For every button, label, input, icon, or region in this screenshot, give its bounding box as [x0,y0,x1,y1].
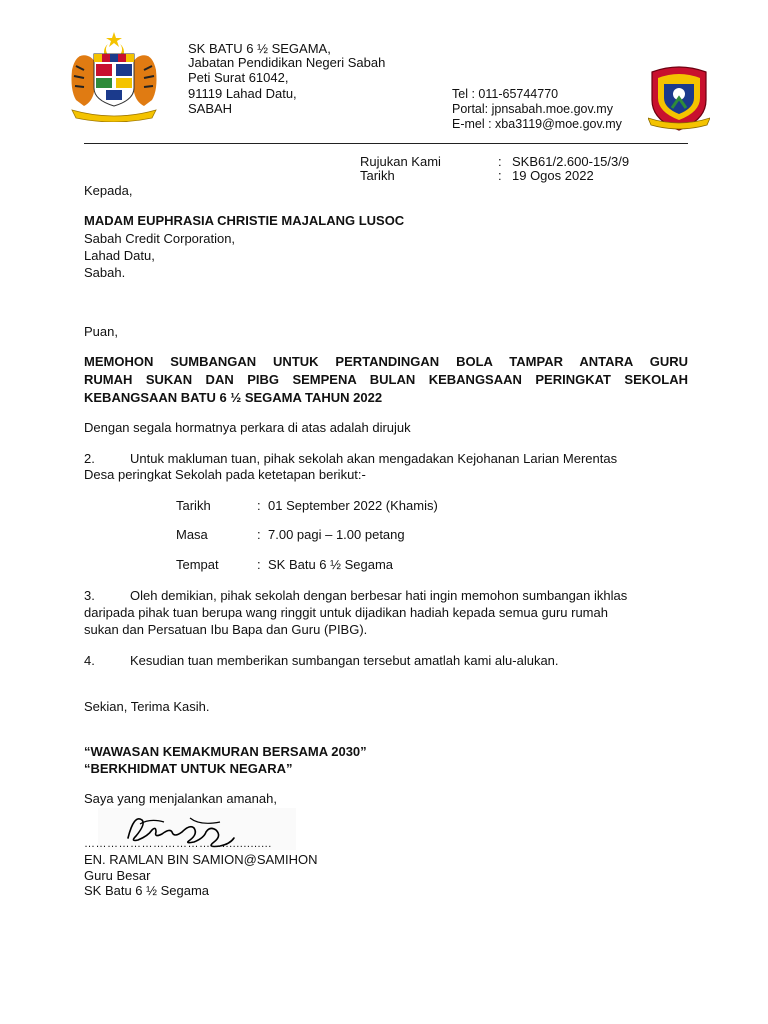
para-3-line-1: Oleh demikian, pihak sekolah dengan berbesar hati ingin memohon sumbangan ikhlas [130,588,628,603]
detail-value: SK Batu 6 ½ Segama [268,557,394,572]
signatory-name: EN. RAMLAN BIN SAMION@SAMIHON [84,852,318,867]
reference-separator: : [498,154,502,169]
recipient-line-1: Sabah Credit Corporation, [84,231,236,246]
school-crest-logo [648,64,710,132]
detail-separator: : [257,498,261,513]
detail-label: Tarikh [176,498,211,513]
recipient-line-2: Lahad Datu, [84,248,155,263]
para-3-line-3: sukan dan Persatuan Ibu Bapa dan Guru (PIBG). [84,622,368,637]
recipient-name: MADAM EUPHRASIA CHRISTIE MAJALANG LUSOC [84,213,405,228]
para-3-line-2: daripada pihak tuan berupa wang ringgit untuk dijadikan hadiah kepada semua guru rumah [84,605,608,620]
para-2-number: 2. [84,451,95,466]
letterhead-divider [84,143,688,144]
subject-line-3: KEBANGSAAN BATU 6 ½ SEGAMA TAHUN 2022 [84,390,383,405]
opening-sentence: Dengan segala hormatnya perkara di atas adalah dirujuk [84,420,411,435]
postcode-city: 91119 Lahad Datu, [188,86,297,101]
date-separator: : [498,168,502,183]
subject-line-1: MEMOHON SUMBANGAN UNTUK PERTANDINGAN BOLA TAMPAR ANTARA GURU [84,354,688,369]
reference-label: Rujukan Kami [360,154,441,169]
malaysia-coat-of-arms-logo [66,30,162,122]
detail-label: Masa [176,527,208,542]
portal: Portal: jpnsabah.moe.gov.my [452,102,613,116]
trust-line: Saya yang menjalankan amanah, [84,791,277,806]
detail-separator: : [257,527,261,542]
signature-dots: ……………………………….............. [84,838,272,850]
signatory-school: SK Batu 6 ½ Segama [84,883,210,898]
motto-1: “WAWASAN KEMAKMURAN BERSAMA 2030” [84,744,367,759]
subject-line-2: RUMAH SUKAN DAN PIBG SEMPENA BULAN KEBANGSAAN PERINGKAT SEKOLAH [84,372,688,387]
department: Jabatan Pendidikan Negeri Sabah [188,55,386,70]
detail-label: Tempat [176,557,219,572]
detail-separator: : [257,557,261,572]
school-name: SK BATU 6 ½ SEGAMA, [188,41,331,56]
reference-value: SKB61/2.600-15/3/9 [512,154,630,169]
closing: Sekian, Terima Kasih. [84,699,210,714]
po-box: Peti Surat 61042, [188,70,289,85]
kepada: Kepada, [84,183,133,198]
para-4-number: 4. [84,653,95,668]
recipient-line-3: Sabah. [84,265,126,280]
detail-value: 7.00 pagi – 1.00 petang [268,527,405,542]
para-4-text: Kesudian tuan memberikan sumbangan tersebut amatlah kami alu-alukan. [130,653,559,668]
salutation: Puan, [84,324,118,339]
para-3-number: 3. [84,588,95,603]
telephone: Tel : 011-65744770 [452,87,559,101]
signatory-title: Guru Besar [84,868,151,883]
para-2-line-1: Untuk makluman tuan, pihak sekolah akan mengadakan Kejohanan Larian Merentas [130,451,618,466]
motto-2: “BERKHIDMAT UNTUK NEGARA” [84,761,293,776]
date-label: Tarikh [360,168,395,183]
state: SABAH [188,101,233,116]
date-value: 19 Ogos 2022 [512,168,594,183]
email: E-mel : xba3119@moe.gov.my [452,117,622,131]
para-2-line-2: Desa peringkat Sekolah pada ketetapan berikut:- [84,467,366,482]
detail-value: 01 September 2022 (Khamis) [268,498,438,513]
